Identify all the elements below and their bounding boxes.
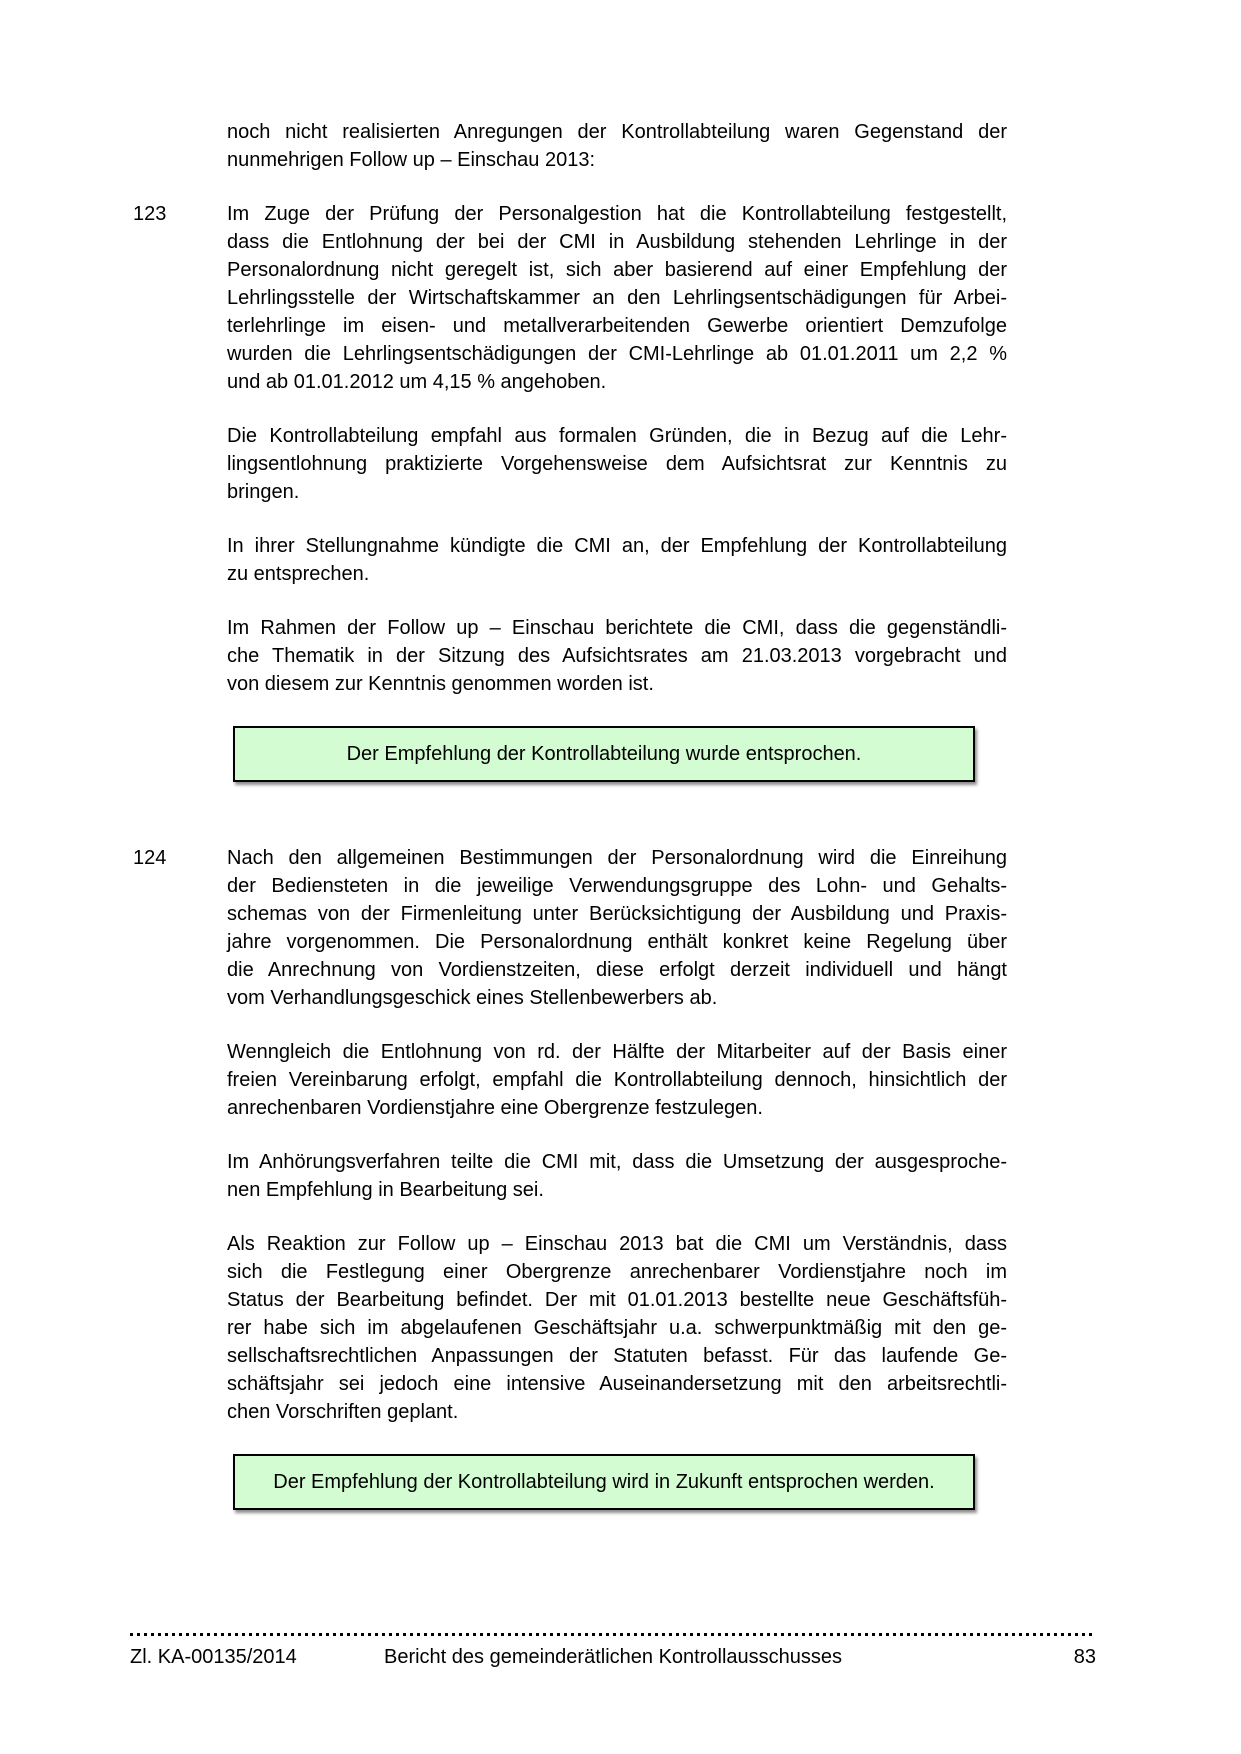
text-line: In ihrer Stellungnahme kündigte die CMI an, der Empfehlung der Kontrollabteilung [227, 535, 1007, 557]
text-line: Nach den allgemeinen Bestimmungen der Personalordnung wird die Einreihung [227, 847, 1007, 869]
text-line: noch nicht realisierten Anregungen der Kontrollabteilung waren Gegenstand der [227, 121, 1007, 143]
text-line: anrechenbaren Vordienstjahre eine Obergrenze festzulegen. [227, 1097, 763, 1119]
text-line: Status der Bearbeitung befindet. Der mit 01.01.2013 bestellte neue Geschäftsfüh- [227, 1289, 1007, 1311]
paragraph-text [227, 844, 1007, 1012]
text-line: der Bediensteten in die jeweilige Verwendungsgruppe des Lohn- und Gehalts- [227, 875, 1007, 897]
recommendation-text: Der Empfehlung der Kontrollabteilung wird in Zukunft entsprochen werden. [273, 1471, 935, 1493]
text-line: Lehrlingsstelle der Wirtschaftskammer an den Lehrlingsentschädigungen für Arbei- [227, 287, 1007, 309]
text-line: rer habe sich im abgelaufenen Geschäftsjahr u.a. schwerpunktmäßig mit den ge- [227, 1317, 1007, 1339]
text-line: schäftsjahr sei jedoch eine intensive Auseinandersetzung mit den arbeitsrechtli- [227, 1373, 1007, 1395]
paragraph-text [227, 1148, 1007, 1204]
text-line: schemas von der Firmenleitung unter Berücksichtigung der Ausbildung und Praxis- [227, 903, 1007, 925]
text-line: freien Vereinbarung erfolgt, empfahl die Kontrollabteilung dennoch, hinsichtlich der [227, 1069, 1007, 1091]
paragraph-number: 123 [133, 203, 167, 225]
footer-report-title: Bericht des gemeinderätlichen Kontrollausschusses [383, 1646, 843, 1668]
recommendation-box [233, 1454, 975, 1510]
footer-page-number: 83 [1073, 1646, 1096, 1668]
paragraph-text [227, 200, 1007, 396]
page-footer [130, 1633, 1096, 1669]
text-line: bringen. [227, 481, 300, 503]
text-line: chen Vorschriften geplant. [227, 1401, 459, 1423]
text-line: Personalordnung nicht geregelt ist, sich aber basierend auf einer Empfehlung der [227, 259, 1007, 281]
text-line: Die Kontrollabteilung empfahl aus formalen Gründen, die in Bezug auf die Lehr- [227, 425, 1007, 447]
paragraph-text [227, 1038, 1007, 1122]
footer-rule [130, 1633, 1096, 1636]
text-line: zu entsprechen. [227, 563, 370, 585]
numbered-paragraph [133, 200, 1007, 396]
text-line: Als Reaktion zur Follow up – Einschau 2013 bat die CMI um Verständnis, dass [227, 1233, 1007, 1255]
paragraph [227, 614, 1007, 698]
text-line: Im Zuge der Prüfung der Personalgestion hat die Kontrollabteilung festgestellt, [227, 203, 1007, 225]
footer-reference-number: Zl. KA-00135/2014 [130, 1646, 297, 1668]
paragraph-text [227, 614, 1007, 698]
text-line: nen Empfehlung in Bearbeitung sei. [227, 1179, 544, 1201]
recommendation-box [233, 726, 975, 782]
paragraph [227, 422, 1007, 506]
text-line: sellschaftsrechtlichen Anpassungen der Statuten befasst. Für das laufende Ge- [227, 1345, 1007, 1367]
text-line: und ab 01.01.2012 um 4,15 % angehoben. [227, 371, 607, 393]
text-line: lingsentlohnung praktizierte Vorgehensweise dem Aufsichtsrat zur Kenntnis zu [227, 453, 1007, 475]
numbered-paragraph [133, 844, 1007, 1012]
paragraph [227, 532, 1007, 588]
text-line: dass die Entlohnung der bei der CMI in Ausbildung stehenden Lehrlinge in der [227, 231, 1007, 253]
paragraph [227, 1230, 1007, 1426]
footer-row [130, 1645, 1096, 1669]
paragraph-number: 124 [133, 847, 167, 869]
paragraph [227, 1148, 1007, 1204]
text-line: Im Anhörungsverfahren teilte die CMI mit, dass die Umsetzung der ausgesproche- [227, 1151, 1007, 1173]
text-line: terlehrlinge im eisen- und metallverarbeitenden Gewerbe orientiert Demzufolge [227, 315, 1007, 337]
text-line: Wenngleich die Entlohnung von rd. der Hälfte der Mitarbeiter auf der Basis einer [227, 1041, 1007, 1063]
text-line: die Anrechnung von Vordienstzeiten, diese erfolgt derzeit individuell und hängt [227, 959, 1007, 981]
text-line: jahre vorgenommen. Die Personalordnung enthält konkret keine Regelung über [227, 931, 1007, 953]
text-line: von diesem zur Kenntnis genommen worden ist. [227, 673, 654, 695]
text-line: vom Verhandlungsgeschick eines Stellenbewerbers ab. [227, 987, 718, 1009]
text-line: wurden die Lehrlingsentschädigungen der CMI-Lehrlinge ab 01.01.2011 um 2,2 % [227, 343, 1007, 365]
text-line: che Thematik in der Sitzung des Aufsichtsrates am 21.03.2013 vorgebracht und [227, 645, 1007, 667]
paragraph-text [227, 532, 1007, 588]
paragraph-text [227, 1230, 1007, 1426]
text-line: Im Rahmen der Follow up – Einschau berichtete die CMI, dass die gegenständli- [227, 617, 1007, 639]
recommendation-text: Der Empfehlung der Kontrollabteilung wurde entsprochen. [346, 743, 862, 765]
paragraph [227, 1038, 1007, 1122]
paragraph [227, 118, 1007, 174]
text-line: nunmehrigen Follow up – Einschau 2013: [227, 149, 596, 171]
document-body [133, 0, 1007, 1572]
paragraph-text [227, 422, 1007, 506]
paragraph-text [227, 118, 1007, 174]
text-line: sich die Festlegung einer Obergrenze anrechenbarer Vordienstjahre noch im [227, 1261, 1007, 1283]
